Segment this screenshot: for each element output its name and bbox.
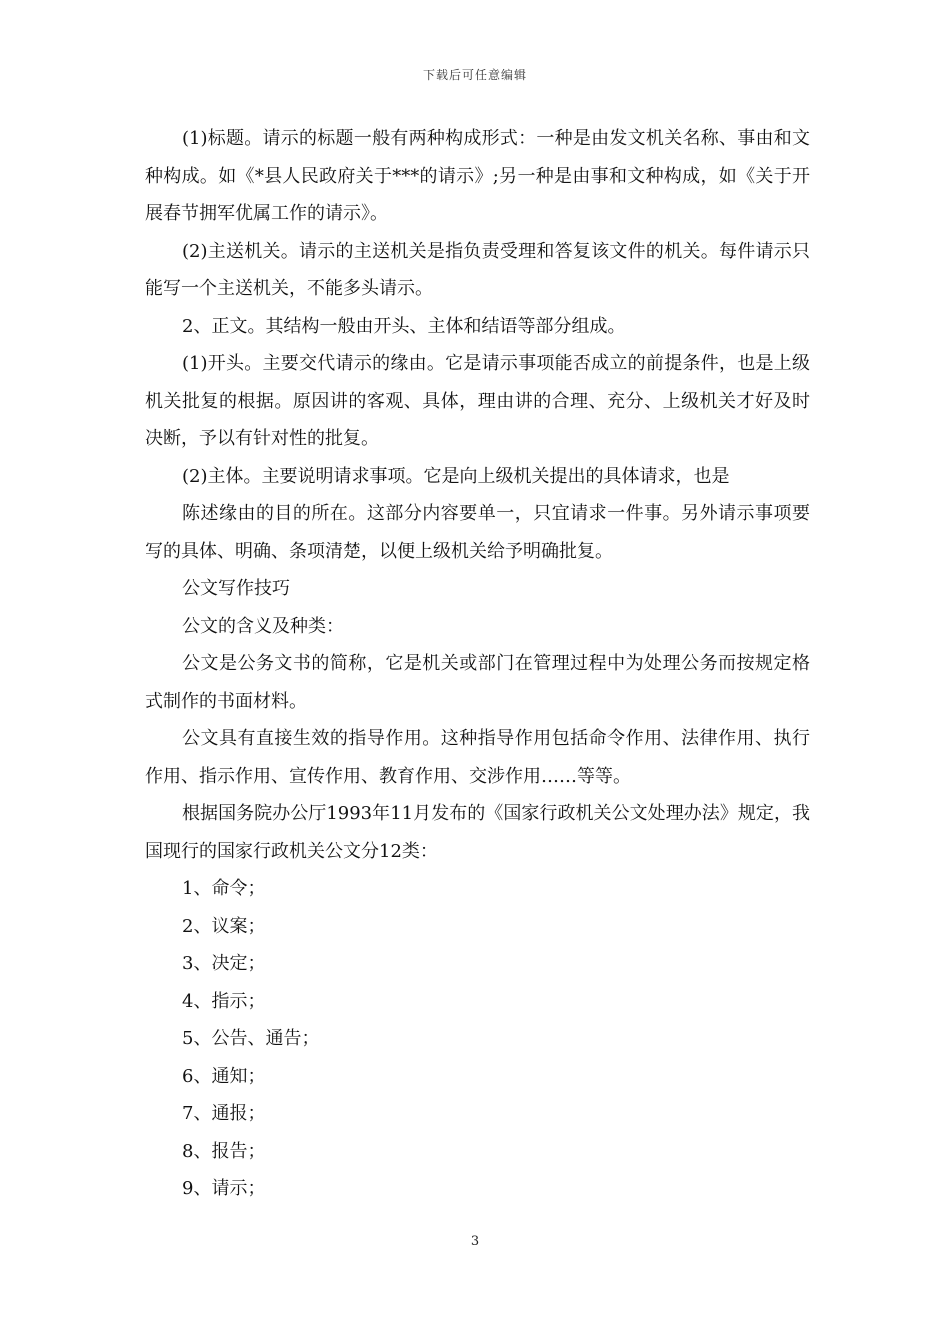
- list-item: 9、请示；: [182, 1178, 266, 1199]
- paragraph-body-part1: (2)主体。主要说明请求事项。它是向上级机关提出的具体请求，也是: [182, 465, 730, 487]
- document-body: [145, 120, 810, 1208]
- paragraph-main-text-heading: 2、正文。其结构一般由开头、主体和结语等部分组成。: [182, 315, 626, 337]
- list-item: 1、命令；: [182, 878, 266, 899]
- page-header: 下载后可任意编辑: [422, 68, 527, 82]
- list-item: 7、通报；: [182, 1103, 266, 1124]
- list-item: 5、公告、通告；: [182, 1028, 320, 1049]
- paragraph-title-section: (1)标题。请示的标题一般有两种构成形式：一种是由发文机关名称、事由和文种构成。如《*县人民政府关于***的请示》;另一种是由事和文种构成，如《关于开展春节拥军优属工作的请示》。: [145, 128, 810, 224]
- list-item: 4、指示；: [182, 990, 266, 1012]
- page-number: 3: [470, 1234, 480, 1249]
- section-heading-definition: 公文的含义及种类：: [182, 615, 344, 637]
- paragraph-effect: 公文具有直接生效的指导作用。这种指导作用包括命令作用、法律作用、执行作用、指示作用、宣传作用、教育作用、交涉作用……等等。: [145, 728, 810, 787]
- paragraph-recipient-section: (2)主送机关。请示的主送机关是指负责受理和答复该文件的机关。每件请示只能写一个主送机关，不能多头请示。: [145, 240, 810, 299]
- list-item: 6、通知；: [182, 1065, 266, 1087]
- paragraph-opening: (1)开头。主要交代请示的缘由。它是请示事项能否成立的前提条件，也是上级机关批复的根据。原因讲的客观、具体，理由讲的合理、充分、上级机关才好及时决断，予以有针对性的批复。: [145, 353, 810, 449]
- section-heading-writing-tips: 公文写作技巧: [182, 578, 290, 599]
- list-item: 3、决定；: [182, 953, 266, 974]
- paragraph-classification: 根据国务院办公厅1993年11月发布的《国家行政机关公文处理办法》规定，我国现行的国家行政机关公文分12类：: [145, 803, 810, 862]
- list-item: 2、议案；: [182, 915, 266, 937]
- paragraph-definition: 公文是公务文书的简称，它是机关或部门在管理过程中为处理公务而按规定格式制作的书面材料。: [145, 653, 810, 712]
- list-item: 8、报告；: [182, 1140, 266, 1162]
- paragraph-body-part2: 陈述缘由的目的所在。这部分内容要单一，只宜请求一件事。另外请示事项要写的具体、明确、条项清楚，以便上级机关给予明确批复。: [145, 503, 810, 562]
